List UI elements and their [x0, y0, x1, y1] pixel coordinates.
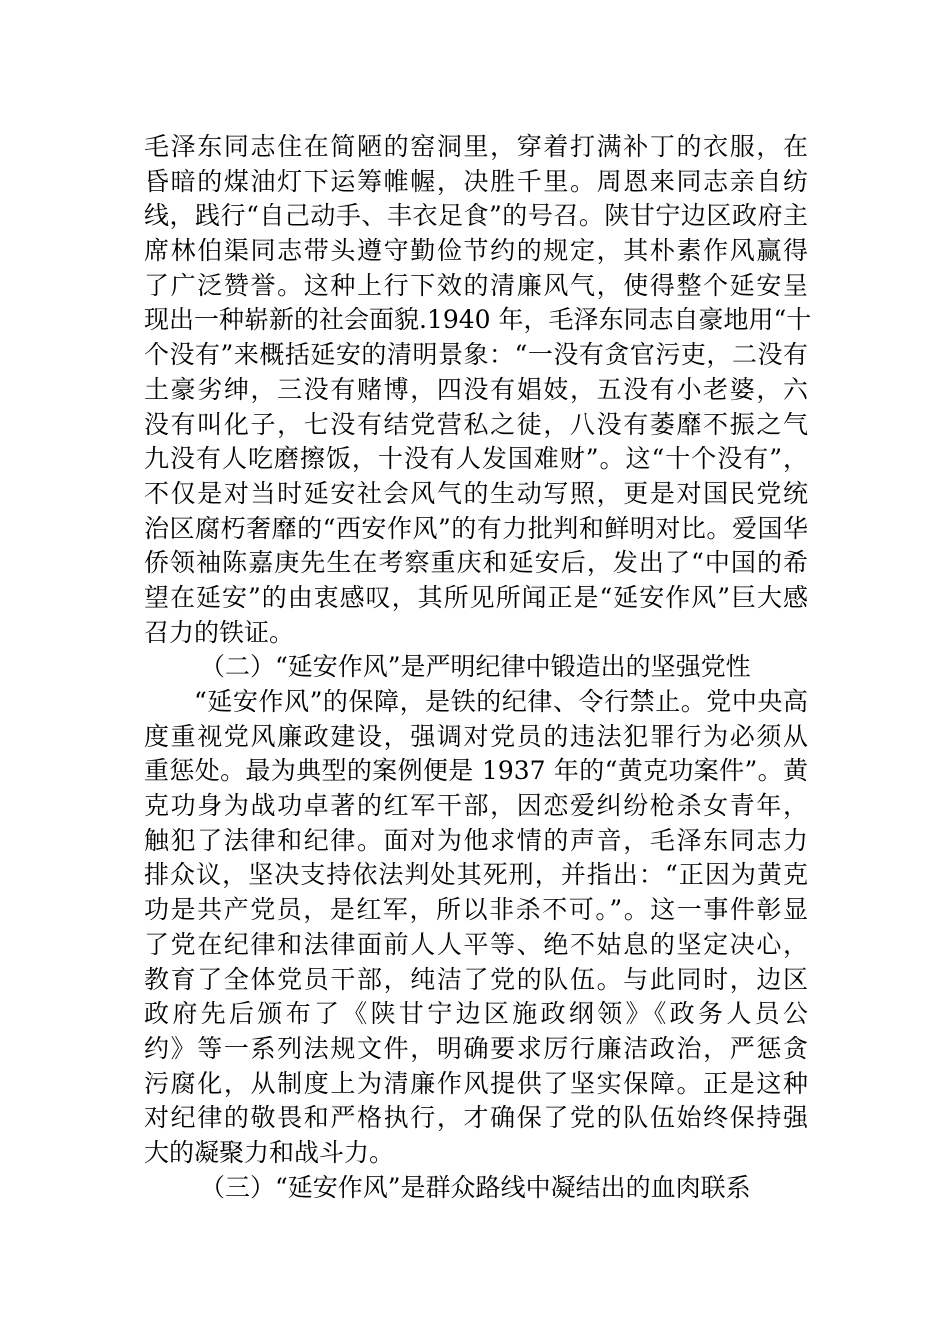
- body-text: [144, 130, 812, 1205]
- section-heading-2: （二）“延安作风”是严明纪律中锻造出的坚强党性: [200, 652, 751, 682]
- paragraph-end-line: 大的凝聚力和战斗力。: [144, 1137, 395, 1167]
- section-heading-3: （三）“延安作风”是群众路线中凝结出的血肉联系: [200, 1172, 751, 1202]
- text-line: 克功身为战功卓著的红军干部，因恋爱纠纷枪杀女青年，: [144, 791, 808, 821]
- paragraph-first-line: “延安作风”的保障，是铁的纪律、令行禁止。党中央高: [194, 687, 808, 716]
- text-line: 席林伯渠同志带头遵守勤俭节约的规定，其朴素作风赢得: [144, 236, 808, 266]
- text-line: 线，践行“自己动手、丰衣足食”的号召。陕甘宁边区政府主: [144, 201, 808, 231]
- text-line: 治区腐朽奢靡的“西安作风”的有力批判和鲜明对比。爱国华: [144, 513, 808, 543]
- text-line: 昏暗的煤油灯下运筹帷幄，决胜千里。周恩来同志亲自纺: [144, 166, 808, 196]
- text-line: 毛泽东同志住在简陋的窑洞里，穿着打满补丁的衣服，在: [144, 132, 808, 161]
- text-line: 污腐化，从制度上为清廉作风提供了坚实保障。正是这种: [144, 1068, 808, 1098]
- text-line: 度重视党风廉政建设，强调对党员的违法犯罪行为必须从: [144, 721, 808, 751]
- text-line: 功是共产党员，是红军，所以非杀不可。”。这一事件彰显: [144, 895, 808, 925]
- text-line: 约》等一系列法规文件，明确要求厉行廉洁政治，严惩贪: [144, 1033, 808, 1063]
- text-line: 教育了全体党员干部，纯洁了党的队伍。与此同时，边区: [144, 964, 808, 994]
- text-line: 现出一种崭新的社会面貌.1940 年，毛泽东同志自豪地用“十: [144, 305, 812, 335]
- text-line: 个没有”来概括延安的清明景象：“一没有贪官污吏，二没有: [144, 340, 808, 370]
- text-line: 了党在纪律和法律面前人人平等、绝不姑息的坚定决心，: [144, 929, 808, 959]
- text-line: 不仅是对当时延安社会风气的生动写照，更是对国民党统: [144, 478, 808, 508]
- text-line: 了广泛赞誉。这种上行下效的清廉风气，使得整个延安呈: [144, 270, 808, 300]
- text-line: 九没有人吃磨擦饭，十没有人发国难财”。这“十个没有”，: [144, 444, 808, 474]
- text-line: 政府先后颁布了《陕甘宁边区施政纲领》《政务人员公: [144, 999, 808, 1029]
- text-line: 土豪劣绅，三没有赌博，四没有娼妓，五没有小老婆，六: [144, 374, 808, 404]
- text-line: 对纪律的敬畏和严格执行，才确保了党的队伍始终保持强: [144, 1103, 808, 1133]
- text-line: 望在延安”的由衷感叹，其所见所闻正是“延安作风”巨大感: [144, 582, 808, 612]
- text-line: 侨领袖陈嘉庚先生在考察重庆和延安后，发出了“中国的希: [144, 548, 808, 578]
- text-line: 没有叫化子，七没有结党营私之徒，八没有萎靡不振之气: [144, 409, 808, 439]
- paragraph-end-line: 召力的铁证。: [144, 617, 295, 647]
- text-line: 排众议，坚决支持依法判处其死刑，并指出：“正因为黄克: [144, 860, 808, 890]
- text-line: 触犯了法律和纪律。面对为他求情的声音，毛泽东同志力: [144, 825, 808, 855]
- text-line: 重惩处。最为典型的案例便是 1937 年的“黄克功案件”。黄: [144, 756, 808, 786]
